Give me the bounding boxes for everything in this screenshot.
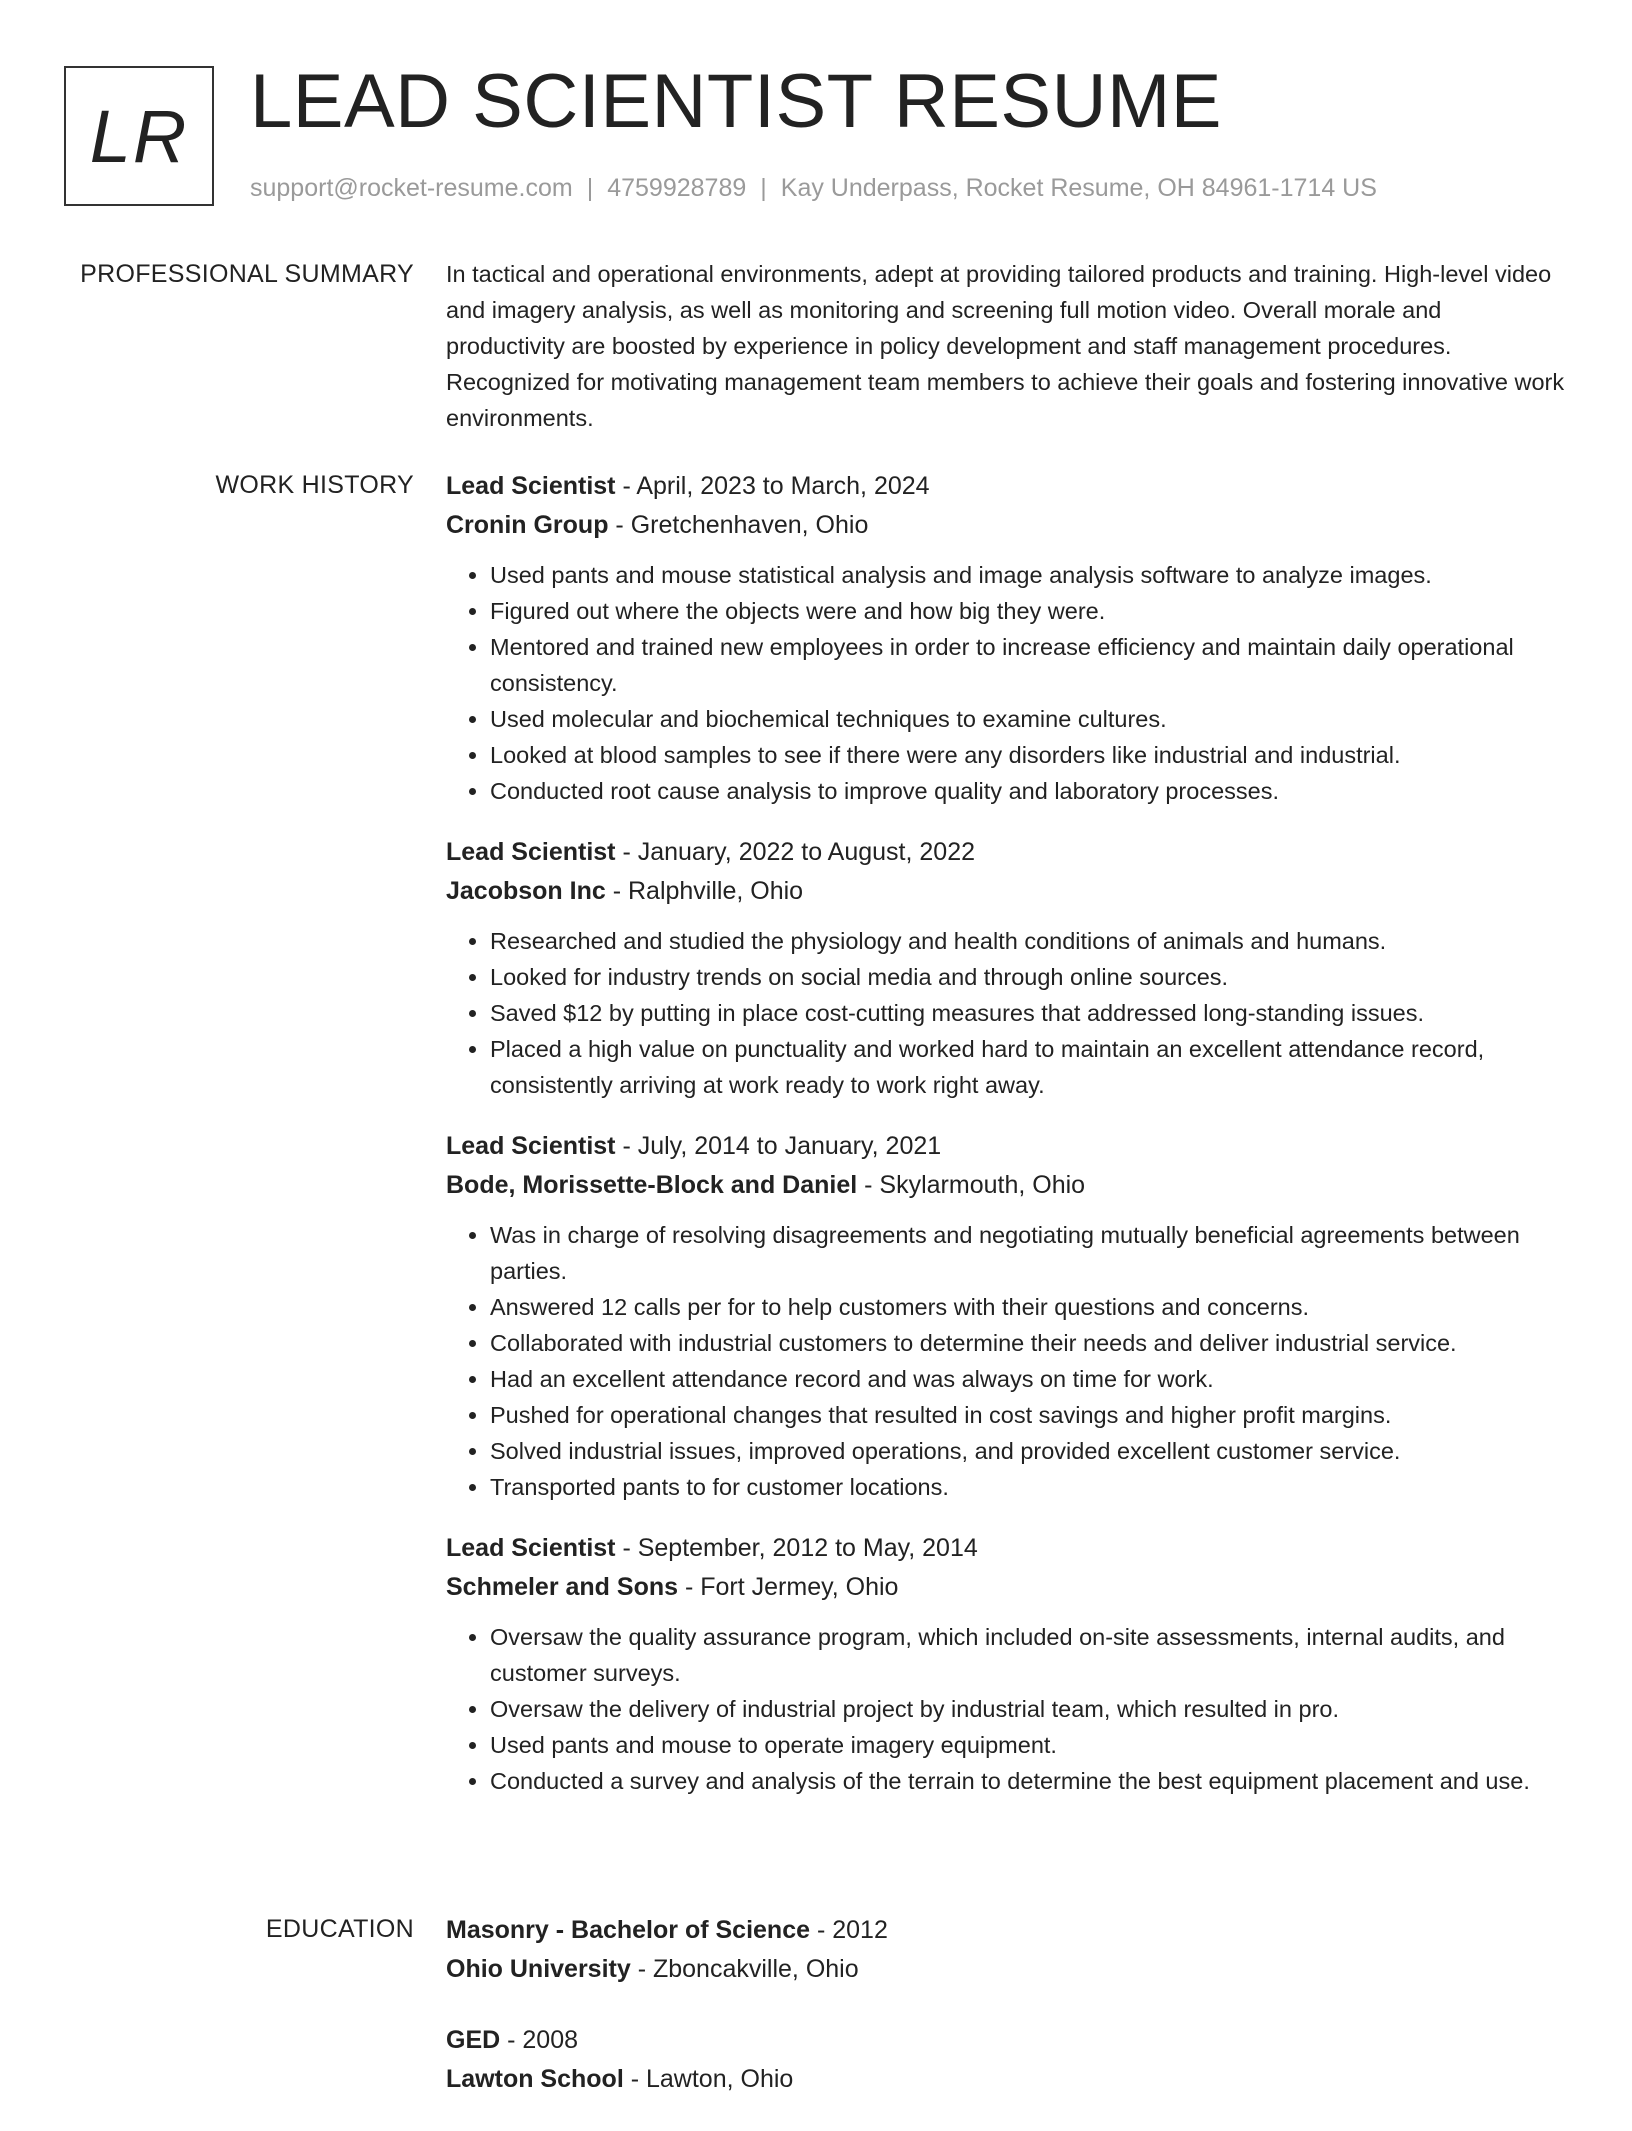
job-company-line <box>446 872 1566 911</box>
contact-email: support@rocket-resume.com <box>250 174 573 202</box>
school-line <box>446 2060 1566 2099</box>
job-bullet: • Used pants and mouse to operate imagery equipment. <box>490 1727 1566 1763</box>
summary-heading: PROFESSIONAL SUMMARY <box>80 260 414 288</box>
job-bullet: • Researched and studied the physiology and health conditions of animals and humans. <box>490 923 1566 959</box>
job-bullet: • Saved $12 by putting in place cost-cutting measures that addressed long-standing issues. <box>490 995 1566 1031</box>
job-title-line <box>446 833 1566 872</box>
job-company-line <box>446 1568 1566 1607</box>
job-company: Cronin Group <box>446 511 609 539</box>
contact-address: Kay Underpass, Rocket Resume, OH 84961-1714 US <box>780 174 1377 202</box>
degree-name: Masonry - Bachelor of Science <box>446 1916 811 1944</box>
job-bullet: • Used pants and mouse statistical analysis and image analysis software to analyze images. <box>490 557 1566 593</box>
contact-separator: | <box>760 174 767 202</box>
job-bullet: • Mentored and trained new employees in order to increase efficiency and maintain daily operational consistency. <box>490 629 1566 701</box>
job-location: - Fort Jermey, Ohio <box>678 1573 899 1601</box>
job-bullets <box>446 1619 1566 1799</box>
contact-separator: | <box>586 174 594 202</box>
degree-line <box>446 2021 1566 2060</box>
job-company: Schmeler and Sons <box>446 1573 679 1601</box>
job-bullet: • Had an excellent attendance record and was always on time for work. <box>490 1361 1566 1397</box>
job-bullet: • Oversaw the quality assurance program, which included on-site assessments, internal audits, and customer surveys. <box>490 1619 1566 1691</box>
job-title: Lead Scientist <box>446 1534 616 1562</box>
job-bullet: • Collaborated with industrial customers to determine their needs and deliver industrial service. <box>490 1325 1566 1361</box>
job-dates: - January, 2022 to August, 2022 <box>615 838 976 866</box>
job-bullet: • Looked at blood samples to see if there were any disorders like industrial and industrial. <box>490 737 1566 773</box>
job-bullets <box>446 1217 1566 1505</box>
job-bullet: • Looked for industry trends on social media and through online sources. <box>490 959 1566 995</box>
degree-line <box>446 1911 1566 1950</box>
job-entry <box>446 467 1566 809</box>
degree-year: - 2012 <box>810 1916 888 1944</box>
job-bullet: • Figured out where the objects were and how big they were. <box>490 593 1566 629</box>
education-list <box>446 1911 1566 2131</box>
job-title-line <box>446 1529 1566 1568</box>
job-bullet: • Placed a high value on punctuality and worked hard to maintain an excellent attendance record, consistently arriving at work ready to work right away. <box>490 1031 1566 1103</box>
job-company-line <box>446 506 1566 545</box>
job-bullet: • Used molecular and biochemical techniques to examine cultures. <box>490 701 1566 737</box>
job-location: - Gretchenhaven, Ohio <box>608 511 869 539</box>
job-bullet: • Transported pants to for customer locations. <box>490 1469 1566 1505</box>
job-bullet: • Answered 12 calls per for to help customers with their questions and concerns. <box>490 1289 1566 1325</box>
job-entry <box>446 1127 1566 1505</box>
contact-line <box>250 174 1377 203</box>
job-company-line <box>446 1166 1566 1205</box>
job-title-line <box>446 1127 1566 1166</box>
job-bullets <box>446 557 1566 809</box>
job-title: Lead Scientist <box>446 472 616 500</box>
summary-text: In tactical and operational environments, adept at providing tailored products and training. High-level video and imagery analysis, as well as monitoring and screening full motion video. Overall morale and productivity are boosted by experience in policy development and staff management procedures. Recognized for motivating management team members to achieve their goals and fostering innovative work environments. <box>446 261 1565 431</box>
job-entry <box>446 1529 1566 1799</box>
job-dates: - April, 2023 to March, 2024 <box>615 472 930 500</box>
degree-year: - 2008 <box>500 2026 579 2054</box>
education-entry <box>446 1911 1566 1989</box>
job-bullet: • Conducted root cause analysis to improve quality and laboratory processes. <box>490 773 1566 809</box>
job-company: Bode, Morissette-Block and Daniel <box>446 1171 858 1199</box>
education-entry <box>446 2021 1566 2099</box>
school-location: - Zboncakville, Ohio <box>630 1955 859 1983</box>
job-bullets <box>446 923 1566 1103</box>
school-location: - Lawton, Ohio <box>623 2065 794 2093</box>
job-location: - Skylarmouth, Ohio <box>857 1171 1086 1199</box>
job-bullet: • Pushed for operational changes that resulted in cost savings and higher profit margins. <box>490 1397 1566 1433</box>
work-history-heading: WORK HISTORY <box>215 471 414 499</box>
resume-title: LEAD SCIENTIST RESUME <box>250 59 1222 144</box>
job-dates: - September, 2012 to May, 2014 <box>615 1534 978 1562</box>
job-bullet: • Oversaw the delivery of industrial project by industrial team, which resulted in pro. <box>490 1691 1566 1727</box>
job-title: Lead Scientist <box>446 1132 616 1160</box>
school-name: Lawton School <box>446 2065 624 2093</box>
job-entry <box>446 833 1566 1103</box>
contact-phone: 4759928789 <box>607 174 747 202</box>
job-location: - Ralphville, Ohio <box>605 877 804 905</box>
education-heading: EDUCATION <box>265 1915 414 1943</box>
job-bullet: • Solved industrial issues, improved operations, and provided excellent customer service. <box>490 1433 1566 1469</box>
school-line <box>446 1950 1566 1989</box>
job-company: Jacobson Inc <box>446 877 606 905</box>
degree-name: GED <box>446 2026 501 2054</box>
job-dates: - July, 2014 to January, 2021 <box>615 1132 942 1160</box>
job-title-line <box>446 467 1566 506</box>
job-bullet: • Conducted a survey and analysis of the terrain to determine the best equipment placement and use. <box>490 1763 1566 1799</box>
school-name: Ohio University <box>446 1955 631 1983</box>
job-list <box>446 467 1566 1823</box>
job-title: Lead Scientist <box>446 838 616 866</box>
monogram-logo: LR <box>64 66 214 206</box>
job-bullet: • Was in charge of resolving disagreements and negotiating mutually beneficial agreements between parties. <box>490 1217 1566 1289</box>
